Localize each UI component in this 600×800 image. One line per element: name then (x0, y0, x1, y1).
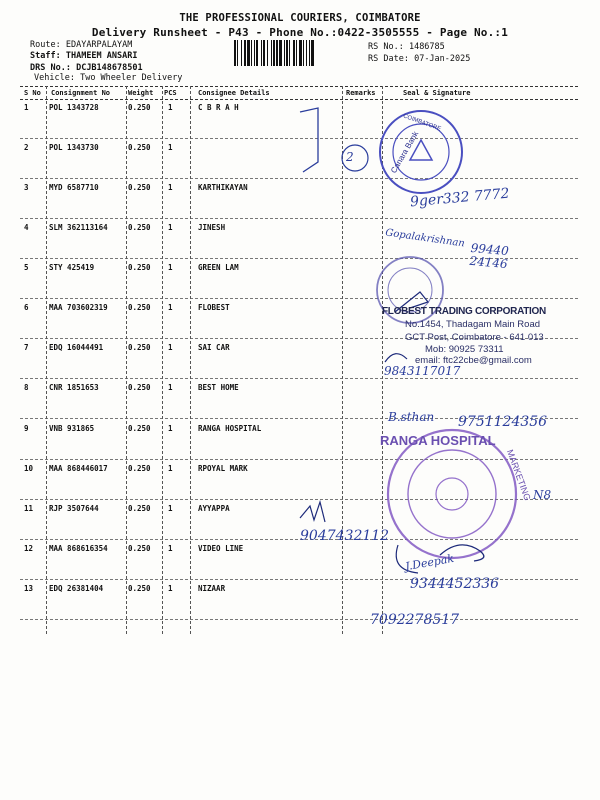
cell-consignment: SLM 362113164 (49, 223, 108, 232)
barcode-bar (299, 40, 302, 66)
barcode-bar (296, 40, 297, 66)
barcode-bar (267, 40, 268, 66)
cell-weight: 0.250 (128, 584, 151, 593)
drs-value: DCJB148678501 (76, 63, 143, 73)
route-value: EDAYARPALAYAM (65, 40, 133, 50)
cell-pcs: 1 (168, 303, 173, 312)
barcode-bar (273, 40, 275, 66)
barcode-bar (254, 40, 255, 66)
barcode-bar (303, 40, 304, 66)
col-sno: S No (24, 89, 41, 97)
cell-weight: 0.250 (128, 183, 151, 192)
cell-weight: 0.250 (128, 263, 151, 272)
route-line (30, 40, 132, 51)
barcode-bar (306, 40, 307, 66)
hw-row4-name: Gopalakrishnan (384, 227, 466, 250)
barcode-bar (293, 40, 295, 66)
cell-consignment: MYD 6587710 (49, 183, 99, 192)
hw-row9-sig: B.sthan (388, 410, 435, 424)
col-pcs: PCS (164, 89, 177, 97)
cell-weight: 0.250 (128, 424, 151, 433)
col-remarks: Remarks (346, 89, 376, 97)
cell-consignee: FLOBEST (198, 303, 230, 312)
col-consignee: Consignee Details (198, 89, 270, 97)
hw-row4-phone: 99440 24146 (468, 240, 510, 272)
cell-weight: 0.250 (128, 464, 151, 473)
cell-consignee: BEST HOME (198, 383, 239, 392)
cell-pcs: 1 (168, 103, 173, 112)
rs-date-line (368, 54, 470, 65)
col-divider (126, 86, 127, 634)
barcode (234, 40, 362, 66)
table-row (20, 98, 578, 139)
table-row (20, 539, 578, 580)
barcode-bar (256, 40, 258, 66)
cell-pcs: 1 (168, 544, 173, 553)
cell-sno: 9 (24, 424, 29, 433)
col-divider (382, 86, 383, 634)
bank-stamp-name: Canara Bank (389, 129, 421, 175)
cell-sno: 7 (24, 343, 29, 352)
hw-row9-phone: 9751124356 (458, 414, 548, 430)
col-seal: Seal & Signature (403, 89, 471, 97)
cell-sno: 8 (24, 383, 29, 392)
cell-pcs: 1 (168, 383, 173, 392)
route-label: Route: (30, 40, 61, 50)
cell-consignment: VNB 931865 (49, 424, 95, 433)
cell-consignee: GREEN LAM (198, 263, 239, 272)
table-row (20, 378, 578, 419)
cell-weight: 0.250 (128, 223, 151, 232)
cell-consignment: STY 425419 (49, 263, 95, 272)
cell-sno: 6 (24, 303, 29, 312)
barcode-bar (263, 40, 265, 66)
col-weight: Weight (128, 89, 154, 97)
table-row (20, 138, 578, 179)
cell-consignment: RJP 3507644 (49, 504, 99, 513)
rs-no-label: RS No.: (368, 42, 404, 52)
flobest-stamp-mob: Mob: 90925 73311 (425, 344, 504, 355)
cell-consignee: NIZAAR (198, 584, 226, 593)
cell-weight: 0.250 (128, 544, 151, 553)
barcode-bar (234, 40, 236, 66)
hw-row2-mark: 2 (346, 150, 354, 164)
cell-pcs: 1 (168, 504, 173, 513)
barcode-bar (311, 40, 314, 66)
cell-consignment: EDQ 26381404 (49, 584, 104, 593)
barcode-bar (271, 40, 272, 66)
cell-weight: 0.250 (128, 303, 151, 312)
barcode-bar (244, 40, 246, 66)
barcode-bar (286, 40, 288, 66)
cell-pcs: 1 (168, 143, 173, 152)
cell-pcs: 1 (168, 464, 173, 473)
cell-consignment: MAA 868616354 (49, 544, 108, 553)
rs-no-value: 1486785 (408, 42, 445, 52)
cell-weight: 0.250 (128, 504, 151, 513)
col-divider (190, 86, 191, 634)
staff-value: THAMEEM ANSARI (65, 51, 138, 61)
cell-consignment: CNR 1851653 (49, 383, 99, 392)
hw-row10-mark: N8 (533, 488, 552, 502)
cell-consignee: KARTHIKAYAN (198, 183, 248, 192)
hw-row7-phone: 9843117017 (384, 364, 461, 378)
cell-pcs: 1 (168, 424, 173, 433)
cell-weight: 0.250 (128, 143, 151, 152)
cell-consignment: EDQ 16044491 (49, 343, 104, 352)
ranga-stamp: RANGA HOSPITAL (380, 433, 496, 448)
hw-row13-phone: 7092278517 (370, 612, 460, 628)
cell-sno: 2 (24, 143, 29, 152)
flobest-stamp-email: email: ftc22cbe@gmail.com (415, 355, 532, 366)
cell-sno: 11 (24, 504, 34, 513)
cell-consignee: RANGA HOSPITAL (198, 424, 262, 433)
hw-row3-phone: 9ger332 7772 (409, 185, 511, 211)
cell-consignee: C B R A H (198, 103, 239, 112)
vehicle-label: Vehicle: (34, 73, 75, 83)
cell-sno: 1 (24, 103, 29, 112)
rs-no-line (368, 42, 445, 53)
cell-weight: 0.250 (128, 103, 151, 112)
hw-row11-phone: 9047432112 (300, 528, 390, 544)
barcode-bar (309, 40, 310, 66)
barcode-bar (279, 40, 282, 66)
cell-sno: 12 (24, 544, 34, 553)
staff-label: Staff: (30, 51, 61, 61)
vehicle-line (34, 73, 182, 84)
cell-consignment: MAA 868446017 (49, 464, 108, 473)
barcode-bar (241, 40, 242, 66)
barcode-bar (237, 40, 238, 66)
cell-weight: 0.250 (128, 343, 151, 352)
cell-consignment: POL 1343728 (49, 103, 99, 112)
cell-sno: 3 (24, 183, 29, 192)
barcode-bar (247, 40, 250, 66)
hw-row12-phone: 9344452336 (410, 576, 500, 592)
cell-sno: 5 (24, 263, 29, 272)
runsheet-title: Delivery Runsheet - P43 - Phone No.:0422-3505555 - Page No.:1 (91, 26, 509, 39)
hw-row12-sig: J.Deepak (404, 551, 455, 574)
rs-date-value: 07-Jan-2025 (414, 54, 471, 64)
cell-pcs: 1 (168, 183, 173, 192)
bank-stamp-city: COIMBATORE (402, 113, 442, 133)
cell-weight: 0.250 (128, 383, 151, 392)
cell-consignee: SAI CAR (198, 343, 230, 352)
col-divider (162, 86, 163, 634)
barcode-bar (251, 40, 252, 66)
barcode-bar (289, 40, 290, 66)
marketing-stamp-text: MARKETING (504, 448, 533, 502)
cell-sno: 4 (24, 223, 29, 232)
drs-label: DRS No.: (30, 63, 71, 73)
cell-pcs: 1 (168, 584, 173, 593)
cell-pcs: 1 (168, 343, 173, 352)
flobest-stamp-addr1: No.1454, Thadagam Main Road (405, 319, 541, 330)
barcode-bar (261, 40, 262, 66)
cell-consignee: RPOYAL MARK (198, 464, 248, 473)
staff-line (30, 51, 138, 62)
cell-consignment: POL 1343730 (49, 143, 99, 152)
flobest-stamp-addr2: GCT Post, Coimbatore - 641 013 (405, 332, 544, 343)
company-title: THE PROFESSIONAL COURIERS, COIMBATORE (179, 12, 421, 24)
cell-consignee: AYYAPPA (198, 504, 230, 513)
rs-date-label: RS Date: (368, 54, 409, 64)
barcode-bar (276, 40, 278, 66)
col-divider (342, 86, 343, 634)
cell-consignee: VIDEO LINE (198, 544, 244, 553)
cell-consignee: JINESH (198, 223, 226, 232)
col-consignment: Consignment No (51, 89, 111, 97)
cell-sno: 10 (24, 464, 34, 473)
cell-consignment: MAA 703602319 (49, 303, 108, 312)
vehicle-value: Two Wheeler Delivery (80, 73, 183, 83)
cell-pcs: 1 (168, 223, 173, 232)
cell-sno: 13 (24, 584, 34, 593)
col-divider (46, 86, 47, 634)
table-row (20, 499, 578, 540)
table-row (20, 459, 578, 500)
cell-pcs: 1 (168, 263, 173, 272)
flobest-stamp-name: FLOBEST TRADING CORPORATION (382, 306, 546, 317)
barcode-bar (284, 40, 285, 66)
